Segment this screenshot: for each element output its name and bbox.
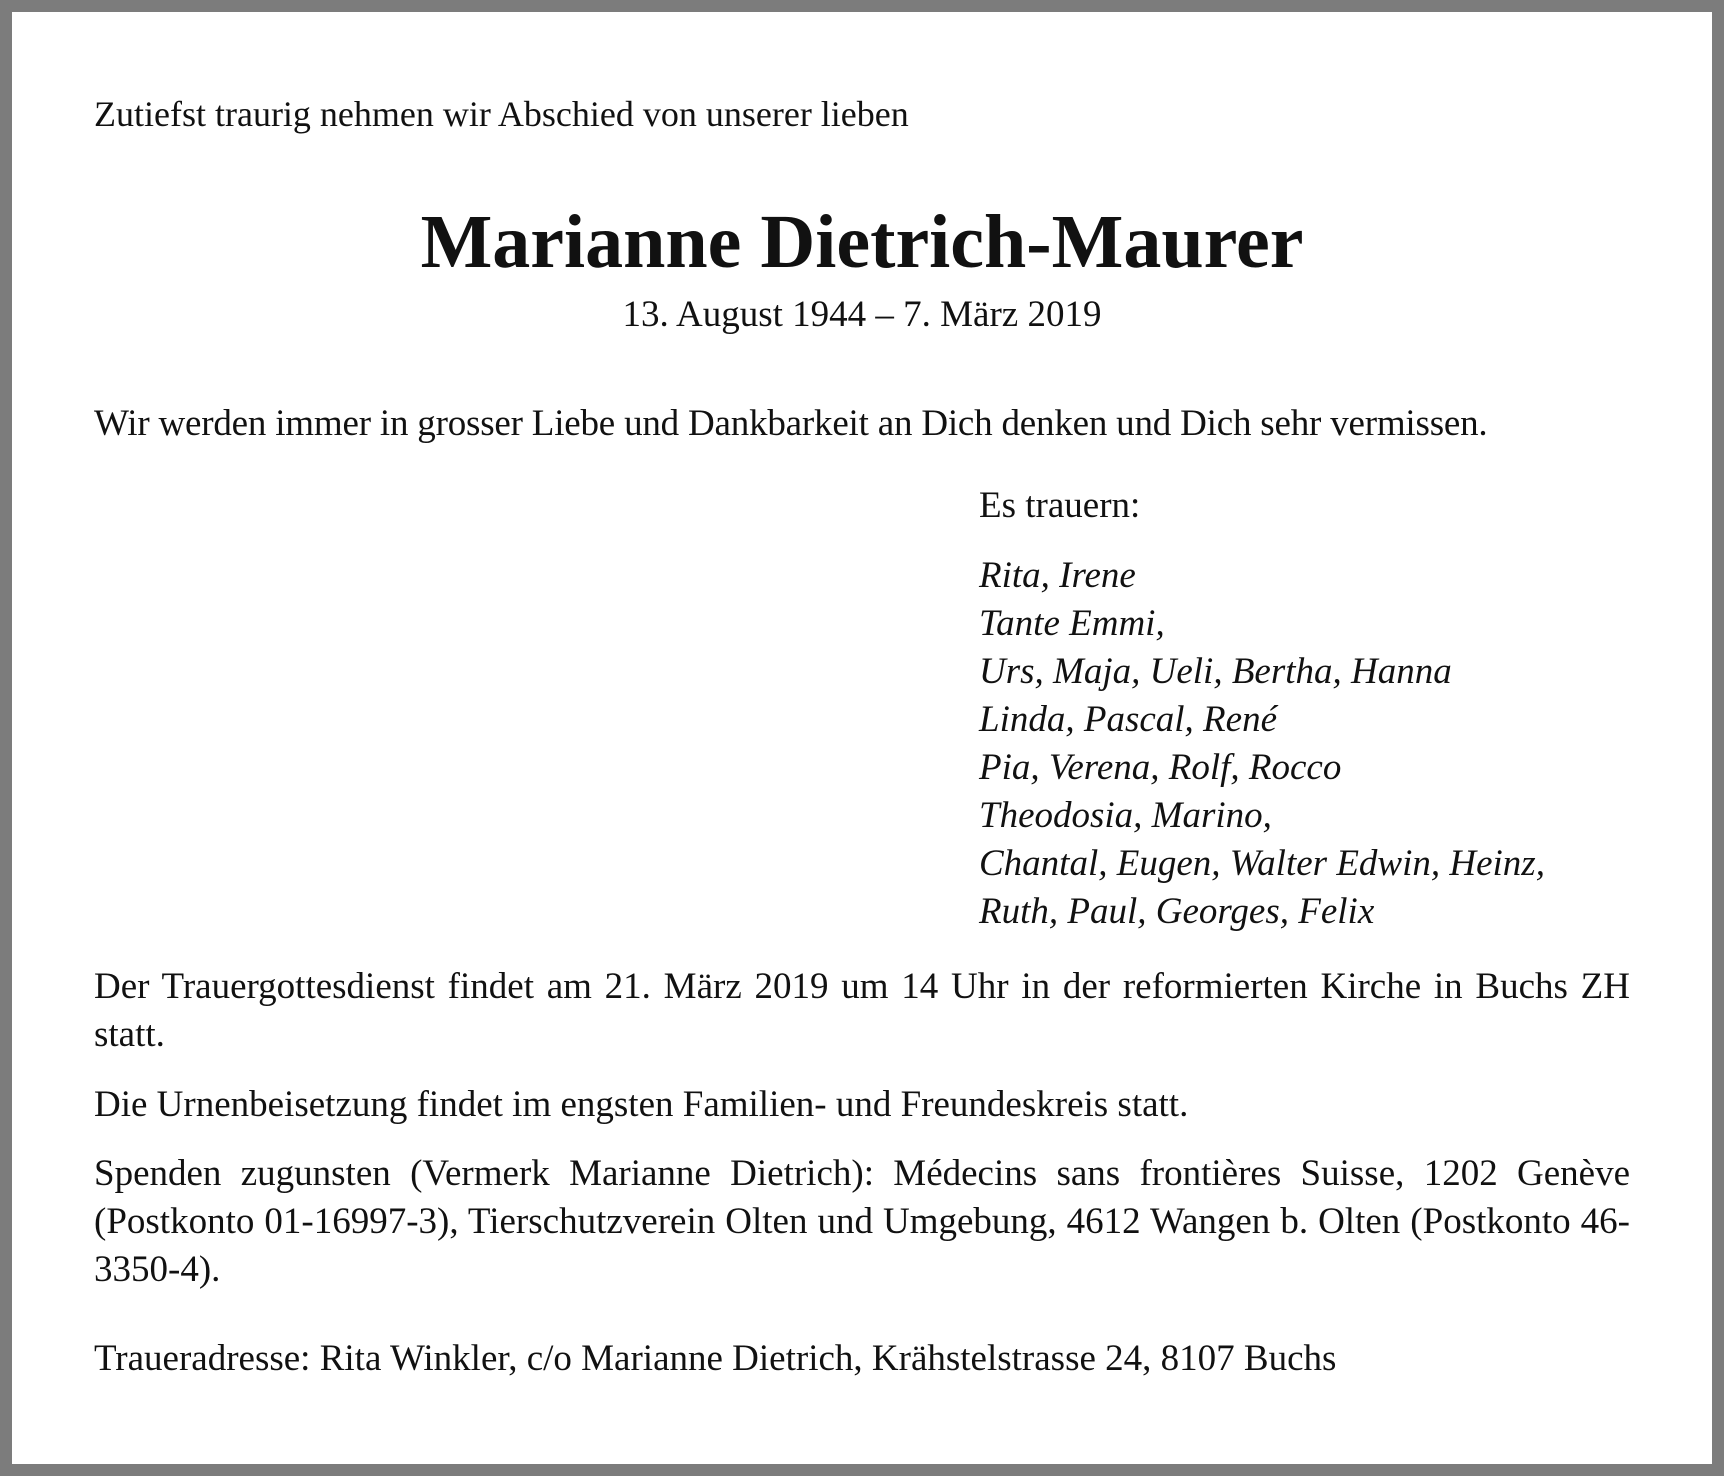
mourners-line: Linda, Pascal, René [979, 699, 1278, 740]
mourners-heading: Es trauern: [979, 485, 1141, 526]
mourning-address: Traueradresse: Rita Winkler, c/o Marianne Dietrich, Krähstelstrasse 24, 8107 Buchs [94, 1338, 1337, 1379]
mourners-line: Rita, Irene [979, 555, 1136, 596]
donations-info: Spenden zugunsten (Vermerk Marianne Dietrich): Médecins sans frontières Suisse, 1202 Genève (Postkonto 01-16997-3), Tierschutzverein Olten und Umgebung, 4612 Wangen b. Olten (Postkonto 46-3350-4). [94, 1153, 1630, 1290]
mourners-line: Pia, Verena, Rolf, Rocco [979, 747, 1342, 788]
life-dates: 13. August 1944 – 7. März 2019 [622, 294, 1102, 335]
mourners-list [979, 552, 1545, 936]
funeral-service-info: Der Trauergottesdienst findet am 21. März 2019 um 14 Uhr in der reformierten Kirche in Buchs ZH statt. [94, 966, 1630, 1055]
mourners-line: Tante Emmi, [979, 603, 1165, 644]
urn-burial-info: Die Urnenbeisetzung findet im engsten Familien- und Freundeskreis statt. [94, 1084, 1189, 1125]
mourners-line: Urs, Maja, Ueli, Bertha, Hanna [979, 651, 1452, 692]
obituary-notice [12, 12, 1712, 1464]
mourners-line: Theodosia, Marino, [979, 795, 1272, 836]
remembrance-text: Wir werden immer in grosser Liebe und Dankbarkeit an Dich denken und Dich sehr vermissen. [94, 403, 1488, 444]
mourners-line: Chantal, Eugen, Walter Edwin, Heinz, [979, 843, 1545, 884]
intro-line: Zutiefst traurig nehmen wir Abschied von unserer lieben [94, 94, 909, 134]
mourners-line: Ruth, Paul, Georges, Felix [979, 891, 1375, 932]
deceased-name: Marianne Dietrich-Maurer [420, 200, 1304, 284]
